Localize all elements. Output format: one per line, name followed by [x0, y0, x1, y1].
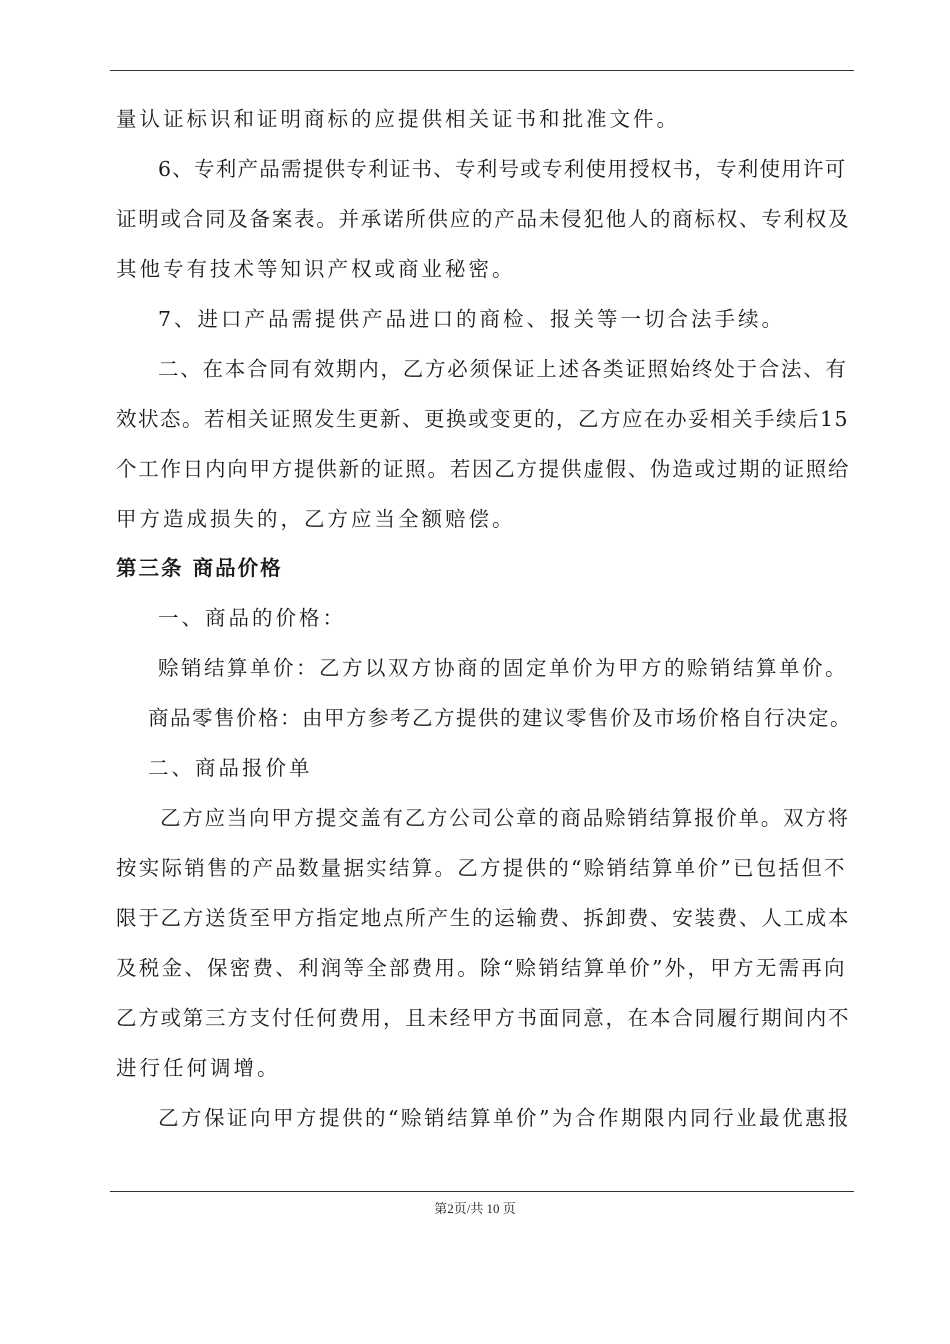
paragraph-line: 及税金、保密费、利润等全部费用。除“赊销结算单价”外，甲方无需再向 — [116, 956, 847, 980]
paragraph-line: 甲方造成损失的，乙方应当全额赔偿。 — [116, 507, 516, 531]
paragraph-line: 乙方应当向甲方提交盖有乙方公司公章的商品赊销结算报价单。双方将 — [160, 806, 850, 830]
header-rule — [110, 70, 854, 71]
paragraph-line: 其他专有技术等知识产权或商业秘密。 — [116, 257, 516, 281]
paragraph-line: 乙方保证向甲方提供的“赊销结算单价”为合作期限内同行业最优惠报 — [158, 1106, 851, 1130]
paragraph-line: 乙方或第三方支付任何费用，且未经甲方书面同意，在本合同履行期间内不 — [116, 1006, 851, 1030]
paragraph-line: 二、商品报价单 — [148, 756, 313, 780]
section-heading: 第三条 商品价格 — [116, 556, 283, 580]
paragraph-line: 进行任何调增。 — [116, 1056, 281, 1080]
paragraph-line: 限于乙方送货至甲方指定地点所产生的运输费、拆卸费、安装费、人工成本 — [116, 906, 851, 930]
paragraph-line: 7、进口产品需提供产品进口的商检、报关等一切合法手续。 — [158, 307, 786, 331]
footer-rule — [110, 1191, 854, 1192]
paragraph-line: 赊销结算单价：乙方以双方协商的固定单价为甲方的赊销结算单价。 — [158, 656, 848, 680]
paragraph-line: 二、在本合同有效期内，乙方必须保证上述各类证照始终处于合法、有 — [158, 357, 848, 381]
paragraph-line: 个工作日内向甲方提供新的证照。若因乙方提供虚假、伪造或过期的证照给 — [116, 457, 851, 481]
paragraph-line: 一、商品的价格： — [158, 606, 346, 630]
page-number: 第2页/共 10 页 — [434, 1201, 516, 1216]
paragraph-line: 证明或合同及备案表。并承诺所供应的产品未侵犯他人的商标权、专利权及 — [116, 207, 851, 231]
paragraph-line: 6、专利产品需提供专利证书、专利号或专利使用授权书，专利使用许可 — [158, 157, 847, 181]
paragraph-line: 按实际销售的产品数量据实结算。乙方提供的“赊销结算单价”已包括但不 — [116, 856, 847, 880]
paragraph-line: 效状态。若相关证照发生更新、更换或变更的，乙方应在办妥相关手续后15 — [116, 407, 850, 431]
paragraph-line: 商品零售价格：由甲方参考乙方提供的建议零售价及市场价格自行决定。 — [148, 706, 852, 730]
paragraph-line: 量认证标识和证明商标的应提供相关证书和批准文件。 — [116, 107, 680, 131]
